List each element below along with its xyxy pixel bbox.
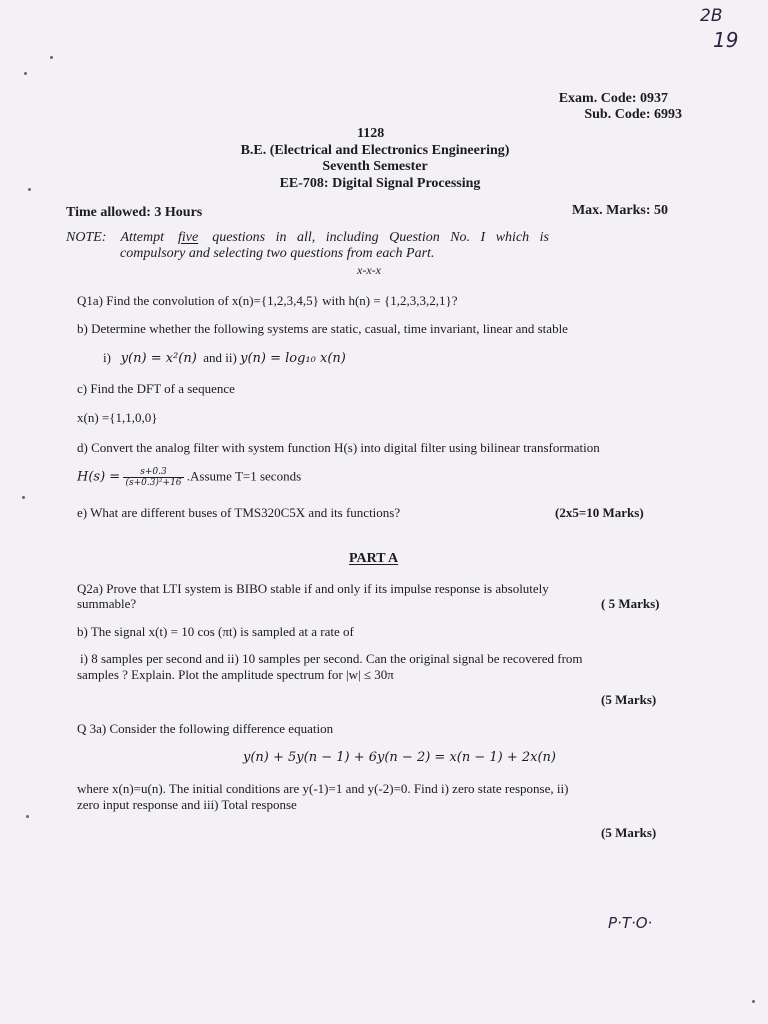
q2a-marks: ( 5 Marks)	[601, 596, 660, 611]
q1d-transfer-function	[77, 467, 301, 488]
note-separator: x-x-x	[357, 263, 381, 277]
handwritten-corner-bottom: 19	[713, 28, 739, 52]
part-a-title: PART A	[349, 551, 399, 566]
q1d-assume: .Assume T=1 seconds	[186, 468, 302, 484]
q1d-lhs: H(s) =	[77, 469, 121, 485]
note-rest: questions in all, including Question No. I which is	[212, 230, 549, 245]
q2b-line-2: samples ? Explain. Plot the amplitude spectrum for |w| ≤ 30π	[77, 667, 394, 682]
subject-title: EE-708: Digital Signal Processing	[279, 176, 481, 191]
q1b-prefix: i)	[103, 350, 111, 365]
q3a-equation: y(n) + 5y(n − 1) + 6y(n − 2) = x(n − 1) + 2x(n)	[243, 750, 557, 765]
note-five: five	[178, 230, 199, 245]
q3a-line-2: zero input response and iii) Total response	[77, 797, 297, 812]
scan-speck	[752, 1000, 755, 1003]
q1d-denominator: (s+0.3)²+16	[125, 478, 182, 488]
q2a-line-2: summable?	[77, 596, 137, 611]
note-attempt: Attempt	[120, 230, 164, 245]
q2b-line-1: i) 8 samples per second and ii) 10 samples per second. Can the original signal be recovered from	[80, 651, 583, 666]
q1b-systems	[103, 350, 346, 366]
scan-speck	[26, 815, 29, 818]
q1d-fraction	[123, 467, 183, 488]
time-allowed: Time allowed: 3 Hours	[66, 205, 203, 220]
q2b-text: b) The signal x(t) = 10 cos (πt) is sampled at a rate of	[77, 624, 354, 639]
degree-title: B.E. (Electrical and Electronics Engineering)	[240, 143, 510, 158]
scan-speck	[22, 496, 25, 499]
handwritten-corner-top: 2B	[700, 6, 723, 26]
q1c-sequence: x(n) ={1,1,0,0}	[77, 410, 158, 425]
exam-code: Exam. Code: 0937	[558, 91, 668, 106]
q1b-system-1: y(n) = x²(n)	[120, 351, 197, 366]
code-number: 1128	[357, 126, 385, 141]
q1a-text: Q1a) Find the convolution of x(n)={1,2,3,4,5} with h(n) = {1,2,3,3,2,1}?	[77, 293, 458, 308]
q1e-text: e) What are different buses of TMS320C5X and its functions?	[77, 505, 401, 520]
scan-speck	[28, 188, 31, 191]
q1b-and: and ii)	[203, 350, 237, 365]
q2b-marks: (5 Marks)	[601, 692, 657, 707]
q3a-text: Q 3a) Consider the following difference equation	[77, 721, 334, 736]
semester-title: Seventh Semester	[322, 159, 428, 174]
q1-marks: (2x5=10 Marks)	[555, 505, 644, 520]
sub-code: Sub. Code: 6993	[584, 107, 682, 122]
scan-speck	[50, 56, 53, 59]
scan-speck	[24, 72, 27, 75]
q3a-line-1: where x(n)=u(n). The initial conditions are y(-1)=1 and y(-2)=0. Find i) zero state response, ii)	[77, 781, 569, 796]
note-line-2: compulsory and selecting two questions from each Part.	[120, 246, 435, 261]
max-marks: Max. Marks: 50	[571, 203, 668, 218]
q1c-text: c) Find the DFT of a sequence	[77, 381, 235, 396]
q1b-system-2: y(n) = log₁₀ x(n)	[240, 351, 346, 366]
q1b-text: b) Determine whether the following systems are static, casual, time invariant, linear and stable	[77, 321, 568, 336]
q1d-text: d) Convert the analog filter with system function H(s) into digital filter using bilinear transformation	[77, 440, 600, 455]
handwritten-pto: P·T·O·	[608, 914, 653, 932]
q2a-line-1: Q2a) Prove that LTI system is BIBO stable if and only if its impulse response is absolutely	[77, 581, 549, 596]
q1d-numerator: s+0.3	[123, 467, 183, 478]
note-line-1	[66, 230, 686, 246]
note-label: NOTE:	[66, 230, 107, 245]
q3a-marks: (5 Marks)	[601, 825, 657, 840]
